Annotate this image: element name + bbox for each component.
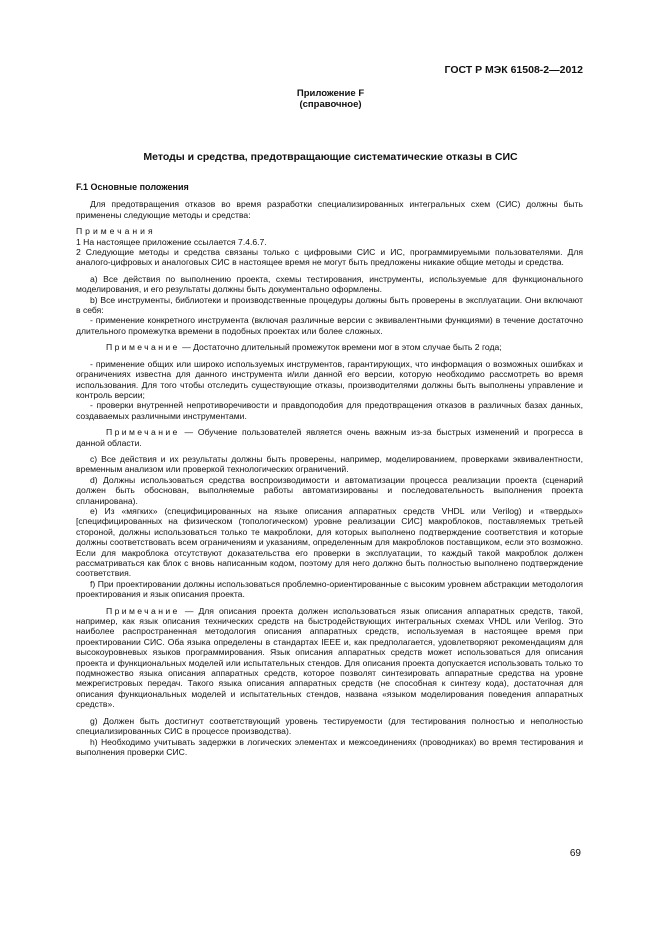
item-e: е) Из «мягких» (специфицированных на языке описания аппаратных средств VHDL или Verilog) и «твердых» [специфицированных на физическом (топологическом) уровне реализации СИС] макроблоков, поставляемых третьей стороной, должны использоваться только те макроблоки, для которых выполнено подтверждение соответствия и которые должны соответствовать всем ограничениям и указаниям, определенным для макроблоков поставщиком, если это возможно. Если для макроблока отсутствуют доказательства его проверки в эксплуатации, то каждый такой макроблок должен рассматриваться как блок с вновь написанным кодом, поэтому для него должно быть полностью выполнено подтверждение соответствия. [76, 505, 583, 579]
document-header: ГОСТ Р МЭК 61508-2—2012 [444, 64, 583, 76]
item-f: f) При проектировании должны использоваться проблемно-ориентированные с высоким уровнем абстракции методология проектирования и язык описания проекта. [76, 578, 583, 600]
note-5-text: — Для описания проекта должен использоваться язык описания аппаратных средств, такой, например, как язык описания технических средств на быстродействующих интегральных схемах VHDL или Verilog. Это наиболее распространенная методология описания аппаратных средств, используемая в настоящее время при проектировании СИС. Оба языка определены в стандартах IEEE и, как предполагается, удовлетворяют рекомендациям для высокоуровневых языков программирования. Язык описания аппаратных средств может использоваться для описания проекта и функциональных моделей или испытательных стендов. Для описания проекта допускается использовать только то подмножество языка описания аппаратных средств, которое позволят синтезировать аппаратные средства на уровне межрегистровых передач. Такого языка описания аппаратных средств (не способная к синтезу кода), достаточная для описания функциональных моделей и испытательных стендов, названа «языком моделирования поведения аппаратных средств». [76, 605, 583, 710]
note-3-dash: — [182, 342, 191, 353]
note-4-text: Обучение пользователей является очень важным из-за быстрых изменений и прогресса в данной области. [76, 427, 584, 448]
page-number: 69 [569, 848, 581, 859]
note-2: 2 Следующие методы и средства связаны только с цифровыми СИС и ИС, программируемыми пользователями. Для аналого-цифровых и аналоговых СИС в настоящее время не могут быть предложены никакие общие методы и средства. [76, 247, 583, 268]
note-3-label: Примечание [106, 342, 180, 353]
note-3-text: Достаточно длительный промежуток времени мог в этом случае быть 2 года; [193, 342, 502, 353]
annex-main-title: Методы и средства, предотвращающие систематические отказы в СИС [143, 151, 518, 163]
note-4 [76, 427, 583, 448]
annex-heading [0, 88, 661, 110]
note-4-dash: — [184, 427, 194, 438]
item-b: b) Все инструменты, библиотеки и производственные процедуры должны быть проверены в эксплуатации. Они включают в себя: [76, 294, 583, 316]
item-b-bullet-2: - применение общих или широко используемых инструментов, гарантирующих, что информация о возможных ошибках и ограничениях известна для данного инструмента и/или данной его версии, которую необходимо рассмотреть во время использования. Для того чтобы отследить существующие отказы, производителями должны быть выполнены управление и контроль версии; [76, 358, 583, 400]
item-g: g) Должен быть достигнут соответствующий уровень тестируемости (для тестирования полностью и неполностью специализированных СИС в процессе производства). [76, 715, 583, 737]
note-5 [76, 606, 583, 710]
annex-title: Приложение F [296, 88, 365, 99]
item-b-bullet-1: - применение конкретного инструмента (включая различные версии с эквивалентными функциями) в течение достаточно длительного промежутка времени в подобных проектах или более сложных. [76, 315, 583, 336]
section-heading: F.1 Основные положения [76, 182, 189, 192]
note-5-label: Примечание [106, 605, 180, 616]
item-c: с) Все действия и их результаты должны быть проверены, например, моделированием, проверками эквивалентности, временным анализом или проверкой технологических ограничений. [76, 453, 583, 475]
note-3 [76, 342, 583, 352]
note-4-label: Примечание [106, 427, 180, 438]
intro-paragraph: Для предотвращения отказов во время разработки специализированных интегральных схем (СИС) должны быть применены следующие методы и средства: [76, 199, 583, 220]
document-body [76, 182, 583, 757]
notes-label-text: Примечания [76, 226, 156, 237]
annex-subtitle: (справочное) [299, 99, 362, 110]
item-a: а) Все действия по выполнению проекта, схемы тестирования, инструменты, используемые для функционального моделирования, и его результаты должны быть документально оформлены. [76, 273, 583, 295]
item-h: h) Необходимо учитывать задержки в логических элементах и межсоединениях (проводниках) во время тестирования и выполнения проверки СИС. [76, 736, 583, 757]
note-1: 1 На настоящее приложение ссылается 7.4.6.7. [76, 236, 267, 247]
item-b-bullet-3: - проверки внутренней непротиворечивости и правдоподобия для предотвращения отказов в различных базах данных, создаваемых различными инструментами. [76, 400, 583, 421]
notes-label [76, 226, 583, 236]
item-d: d) Должны использоваться средства воспроизводимости и автоматизации процесса реализации проекта (сценарий должен быть обоснован, выполняемые работы автоматизированы и последовательность выполнения проекта спланирована). [76, 474, 583, 506]
